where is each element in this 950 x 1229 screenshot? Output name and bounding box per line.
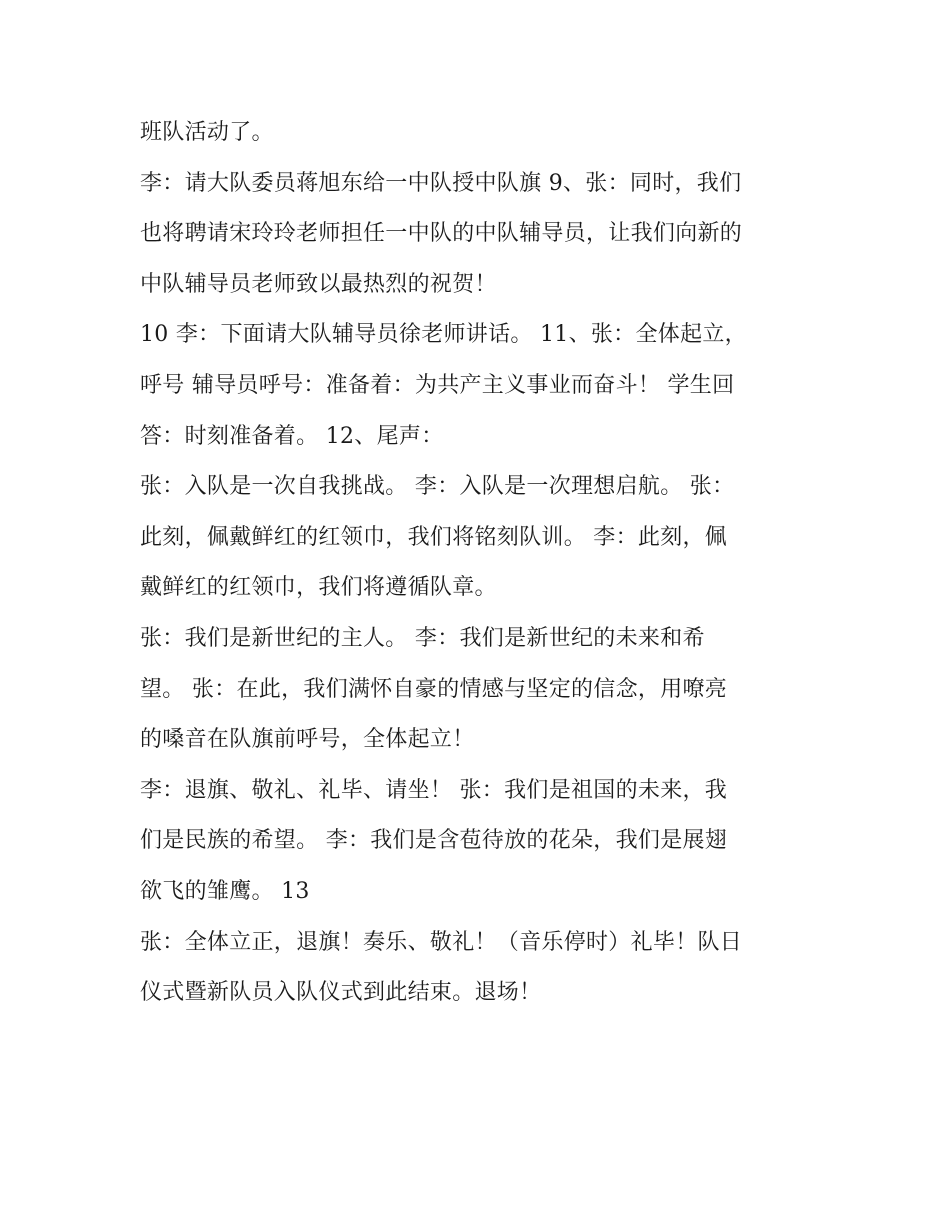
text-line-13: 的嗓音在队旗前呼号，全体起立！	[140, 727, 475, 753]
text-line-1: 班队活动了。	[140, 120, 274, 145]
document-body	[140, 108, 830, 1019]
text-line-2: 李：请大队委员蒋旭东给一中队授中队旗 9、张：同时，我们	[140, 170, 742, 196]
text-line-8: 张：入队是一次自我挑战。 李：入队是一次理想启航。 张：	[140, 474, 735, 500]
text-line-14: 李：退旗、敬礼、礼毕、请坐！ 张：我们是祖国的未来，我	[140, 777, 728, 803]
text-line-4: 中队辅导员老师致以最热烈的祝贺！	[140, 271, 497, 297]
text-line-15: 们是民族的希望。 李：我们是含苞待放的花朵，我们是展翅	[140, 828, 728, 854]
text-line-12: 望。 张：在此，我们满怀自豪的情感与坚定的信念，用嘹亮	[140, 676, 728, 702]
text-line-10: 戴鲜红的红领巾，我们将遵循队章。	[140, 575, 497, 601]
text-line-18: 仪式暨新队员入队仪式到此结束。退场！	[140, 980, 542, 1006]
text-line-6: 呼号 辅导员呼号：准备着：为共产主义事业而奋斗！ 学生回	[140, 372, 735, 398]
text-line-7: 答：时刻准备着。 12、尾声：	[140, 423, 444, 449]
text-line-16: 欲飞的雏鹰。 13	[140, 878, 310, 904]
text-line-3: 也将聘请宋玲玲老师担任一中队的中队辅导员，让我们向新的	[140, 221, 743, 247]
text-line-11: 张：我们是新世纪的主人。 李：我们是新世纪的未来和希	[140, 625, 705, 651]
text-line-5: 10 李：下面请大队辅导员徐老师讲话。 11、张：全体起立，	[140, 322, 747, 348]
text-line-17: 张：全体立正，退旗！奏乐、敬礼！（音乐停时）礼毕！队日	[140, 929, 743, 955]
text-line-9: 此刻，佩戴鲜红的红领巾，我们将铭刻队训。 李：此刻，佩	[140, 524, 728, 550]
